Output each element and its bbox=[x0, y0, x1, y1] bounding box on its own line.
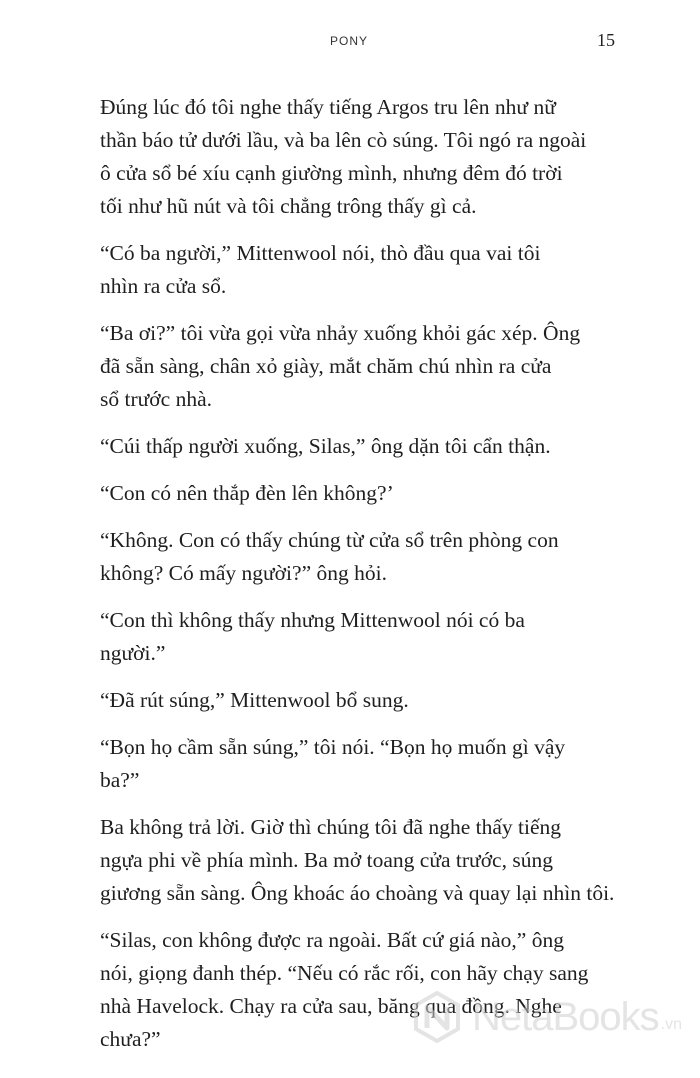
text-line: tối như hũ nút và tôi chẳng trông thấy gì cả. bbox=[100, 194, 477, 218]
text-line: thần báo tử dưới lầu, và ba lên cò súng. Tôi ngó ra ngoài bbox=[100, 128, 587, 152]
page-number: 15 bbox=[597, 30, 615, 50]
text-line: “Có ba người,” Mittenwool nói, thò đầu qua vai tôi bbox=[100, 241, 541, 265]
text-line: ngựa phi về phía mình. Ba mở toang cửa trước, súng bbox=[100, 848, 553, 872]
text-line: giương sẵn sàng. Ông khoác áo choàng và quay lại nhìn tôi. bbox=[100, 881, 615, 905]
paragraph bbox=[100, 430, 620, 463]
paragraph bbox=[100, 811, 620, 910]
paragraph bbox=[100, 91, 620, 223]
text-line: sổ trước nhà. bbox=[100, 387, 212, 411]
text-line: đã sẵn sàng, chân xỏ giày, mắt chăm chú nhìn ra cửa bbox=[100, 354, 552, 378]
text-line: “Con thì không thấy nhưng Mittenwool nói có ba bbox=[100, 608, 525, 632]
text-line: Đúng lúc đó tôi nghe thấy tiếng Argos tru lên như nữ bbox=[100, 95, 556, 119]
text-line: chưa?” bbox=[100, 1027, 161, 1051]
paragraph bbox=[100, 604, 620, 670]
paragraph bbox=[100, 684, 620, 717]
paragraph bbox=[100, 477, 620, 510]
watermark-brand: NetaBooks bbox=[471, 994, 659, 1039]
text-line: Ba không trả lời. Giờ thì chúng tôi đã nghe thấy tiếng bbox=[100, 815, 562, 839]
text-line: ba?” bbox=[100, 768, 140, 792]
paragraph bbox=[100, 237, 620, 303]
netabooks-logo-icon bbox=[410, 990, 464, 1044]
text-line: “Không. Con có thấy chúng từ cửa sổ trên phòng con bbox=[100, 528, 559, 552]
text-line: nhìn ra cửa sổ. bbox=[100, 274, 227, 298]
watermark-suffix: .vn bbox=[660, 1016, 682, 1033]
text-line: “Silas, con không được ra ngoài. Bất cứ giá nào,” ông bbox=[100, 928, 564, 952]
text-line: người.” bbox=[100, 641, 166, 665]
paragraph bbox=[100, 317, 620, 416]
text-line: “Con có nên thắp đèn lên không?’ bbox=[100, 481, 394, 505]
paragraph bbox=[100, 731, 620, 797]
text-line: “Ba ơi?” tôi vừa gọi vừa nhảy xuống khỏi gác xép. Ông bbox=[100, 321, 581, 345]
paragraph bbox=[100, 524, 620, 590]
body-text bbox=[100, 91, 620, 1070]
text-line: “Đã rút súng,” Mittenwool bổ sung. bbox=[100, 688, 409, 712]
text-line: không? Có mấy người?” ông hỏi. bbox=[100, 561, 387, 585]
running-title: PONY bbox=[330, 34, 369, 48]
text-line: ô cửa sổ bé xíu cạnh giường mình, nhưng đêm đó trời bbox=[100, 161, 563, 185]
watermark bbox=[410, 990, 682, 1044]
text-line: nói, giọng đanh thép. “Nếu có rắc rối, con hãy chạy sang bbox=[100, 961, 589, 985]
text-line: “Bọn họ cầm sẵn súng,” tôi nói. “Bọn họ muốn gì vậy bbox=[100, 735, 566, 759]
text-line: nhà Havelock. Chạy ra cửa sau, băng qua đồng. Nghe bbox=[100, 994, 562, 1018]
text-line: “Cúi thấp người xuống, Silas,” ông dặn tôi cẩn thận. bbox=[100, 434, 551, 458]
